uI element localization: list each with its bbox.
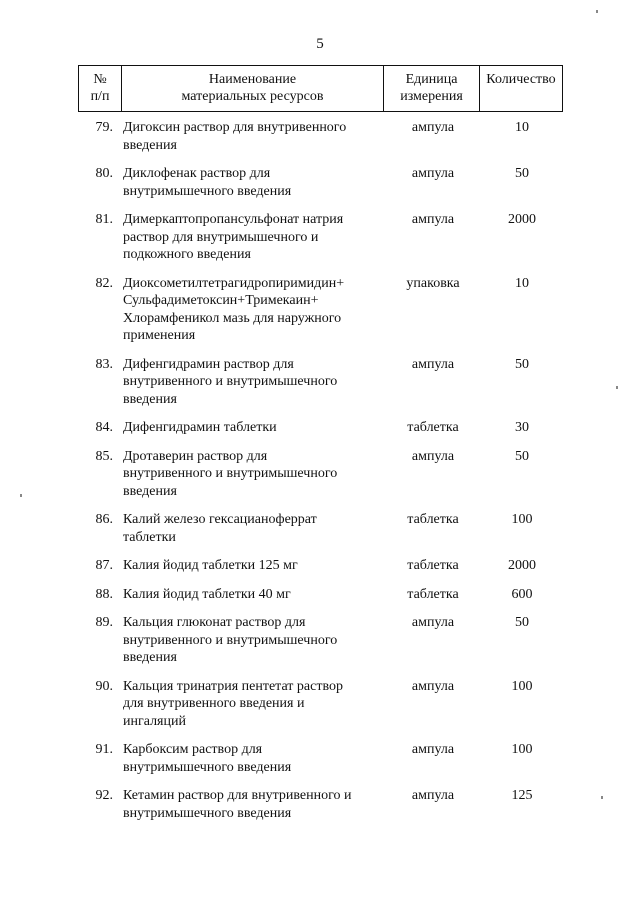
row-unit: ампула bbox=[411, 678, 455, 694]
row-name-line: введения bbox=[123, 391, 177, 407]
row-spacer bbox=[78, 154, 563, 165]
row-name-line: раствор для внутримышечного и bbox=[123, 229, 319, 245]
row-name-line: внутривенного и внутримышечного bbox=[123, 632, 338, 648]
table-row bbox=[78, 419, 563, 437]
row-name bbox=[123, 614, 385, 667]
row-name-line: Хлорамфеникол мазь для наружного bbox=[123, 310, 342, 326]
row-spacer bbox=[78, 408, 563, 419]
row-name-line: Дифенгидрамин раствор для bbox=[123, 356, 294, 372]
row-spacer bbox=[78, 667, 563, 678]
row-number: 84. bbox=[95, 420, 113, 435]
row-name-line: внутримышечного введения bbox=[123, 805, 292, 821]
row-name-line: Дигоксин раствор для внутривенного bbox=[123, 120, 347, 135]
scan-mark bbox=[601, 796, 603, 799]
row-name bbox=[123, 356, 385, 409]
row-quantity: 50 bbox=[515, 166, 529, 181]
row-unit: ампула bbox=[411, 788, 455, 803]
row-name-line: применения bbox=[123, 328, 196, 343]
scan-mark bbox=[20, 494, 22, 497]
table-body bbox=[78, 112, 563, 822]
header-quantity: Количество bbox=[486, 72, 556, 87]
row-spacer bbox=[78, 264, 563, 275]
row-name bbox=[123, 165, 385, 200]
row-name bbox=[123, 448, 385, 501]
header-number-line1: № bbox=[93, 72, 107, 87]
page-number: 5 bbox=[316, 36, 324, 52]
table-row bbox=[78, 586, 563, 604]
row-number: 80. bbox=[95, 166, 113, 181]
row-quantity: 2000 bbox=[508, 558, 536, 573]
row-quantity: 50 bbox=[515, 356, 529, 372]
table-row bbox=[78, 614, 563, 667]
header-number-line2: п/п bbox=[90, 89, 110, 104]
row-name-line: внутримышечного введения bbox=[123, 183, 292, 199]
table-row bbox=[78, 741, 563, 776]
row-name bbox=[123, 741, 385, 776]
table-header bbox=[78, 65, 563, 112]
row-unit: таблетка bbox=[407, 512, 459, 527]
table-row bbox=[78, 787, 563, 822]
row-name-line: Карбоксим раствор для bbox=[123, 742, 263, 757]
row-unit: ампула bbox=[411, 742, 455, 757]
row-unit: ампула bbox=[411, 448, 455, 464]
header-name bbox=[122, 66, 384, 111]
header-name-line2: материальных ресурсов bbox=[181, 89, 324, 104]
row-name-line: Калия йодид таблетки 40 мг bbox=[123, 586, 291, 602]
row-name bbox=[123, 419, 385, 437]
row-number: 87. bbox=[95, 558, 113, 573]
table-row bbox=[78, 511, 563, 546]
row-unit: таблетка bbox=[407, 586, 459, 602]
row-unit: ампула bbox=[411, 615, 455, 630]
row-name bbox=[123, 511, 385, 546]
row-number: 89. bbox=[95, 615, 113, 630]
row-quantity: 125 bbox=[511, 788, 533, 803]
row-name-line: Кальция тринатрия пентетат раствор bbox=[123, 678, 343, 694]
table-row bbox=[78, 678, 563, 731]
row-name-line: Дифенгидрамин таблетки bbox=[123, 420, 277, 435]
row-unit: таблетка bbox=[407, 420, 459, 435]
row-spacer bbox=[78, 546, 563, 557]
row-quantity: 600 bbox=[511, 586, 533, 602]
table-row bbox=[78, 165, 563, 200]
row-name-line: для внутривенного введения и bbox=[123, 696, 305, 711]
header-unit bbox=[384, 66, 480, 111]
row-name-line: Кальция глюконат раствор для bbox=[123, 615, 306, 630]
row-spacer bbox=[78, 730, 563, 741]
row-number: 81. bbox=[95, 212, 113, 227]
row-spacer bbox=[78, 437, 563, 448]
row-spacer bbox=[78, 776, 563, 787]
row-name bbox=[123, 119, 385, 154]
row-name-line: Димеркаптопропансульфонат натрия bbox=[123, 212, 344, 227]
row-quantity: 100 bbox=[511, 678, 533, 694]
table-row bbox=[78, 275, 563, 345]
row-name-line: внутривенного и внутримышечного bbox=[123, 466, 338, 481]
row-spacer bbox=[78, 345, 563, 356]
row-name-line: введения bbox=[123, 483, 177, 499]
row-name-line: введения bbox=[123, 650, 177, 665]
table-row bbox=[78, 119, 563, 154]
row-quantity: 10 bbox=[515, 120, 529, 135]
row-unit: ампула bbox=[411, 212, 455, 227]
table-row bbox=[78, 557, 563, 575]
row-number: 92. bbox=[95, 788, 113, 803]
header-number bbox=[79, 66, 122, 111]
row-quantity: 10 bbox=[515, 275, 529, 291]
row-spacer bbox=[78, 500, 563, 511]
row-quantity: 50 bbox=[515, 448, 529, 464]
resources-table bbox=[78, 65, 563, 822]
row-name-line: введения bbox=[123, 137, 177, 153]
row-spacer bbox=[78, 603, 563, 614]
row-name bbox=[123, 275, 385, 345]
row-name-line: Дротаверин раствор для bbox=[123, 448, 268, 464]
row-name-line: Диклофенак раствор для bbox=[123, 166, 271, 181]
row-number: 88. bbox=[95, 586, 113, 602]
row-name-line: Диоксометилтетрагидропиримидин+ bbox=[123, 275, 345, 291]
row-name-line: Калий железо гексацианоферрат bbox=[123, 512, 317, 527]
row-spacer bbox=[78, 575, 563, 586]
row-unit: ампула bbox=[411, 166, 455, 181]
row-quantity: 30 bbox=[515, 420, 529, 435]
row-name-line: Калия йодид таблетки 125 мг bbox=[123, 558, 298, 573]
header-name-line1: Наименование bbox=[208, 72, 297, 87]
scan-mark bbox=[596, 10, 598, 13]
row-quantity: 100 bbox=[511, 742, 533, 757]
row-number: 85. bbox=[95, 448, 113, 464]
row-number: 83. bbox=[95, 356, 113, 372]
scan-mark bbox=[616, 386, 618, 389]
row-name-line: Кетамин раствор для внутривенного и bbox=[123, 788, 352, 803]
row-name bbox=[123, 787, 385, 822]
row-unit: упаковка bbox=[406, 275, 460, 291]
header-unit-line2: измерения bbox=[400, 89, 463, 104]
table-row bbox=[78, 356, 563, 409]
table-row bbox=[78, 211, 563, 264]
row-quantity: 100 bbox=[511, 512, 533, 527]
row-name-line: внутривенного и внутримышечного bbox=[123, 374, 338, 389]
header-unit-line1: Единица bbox=[405, 72, 458, 87]
row-name bbox=[123, 586, 385, 604]
row-name-line: внутримышечного введения bbox=[123, 759, 292, 775]
row-name bbox=[123, 678, 385, 731]
row-unit: ампула bbox=[411, 356, 455, 372]
row-quantity: 50 bbox=[515, 615, 529, 630]
row-name-line: подкожного введения bbox=[123, 247, 251, 262]
row-name-line: Сульфадиметоксин+Тримекаин+ bbox=[123, 293, 319, 308]
row-unit: таблетка bbox=[407, 558, 459, 573]
row-number: 90. bbox=[95, 678, 113, 694]
row-quantity: 2000 bbox=[508, 212, 536, 227]
row-name-line: таблетки bbox=[123, 529, 176, 545]
row-number: 86. bbox=[95, 512, 113, 527]
row-unit: ампула bbox=[411, 120, 455, 135]
table-row bbox=[78, 448, 563, 501]
row-name bbox=[123, 557, 385, 575]
row-number: 79. bbox=[95, 120, 113, 135]
row-name-line: ингаляций bbox=[123, 713, 186, 729]
row-name bbox=[123, 211, 385, 264]
row-number: 91. bbox=[95, 742, 113, 757]
row-number: 82. bbox=[95, 275, 113, 291]
row-spacer bbox=[78, 200, 563, 211]
